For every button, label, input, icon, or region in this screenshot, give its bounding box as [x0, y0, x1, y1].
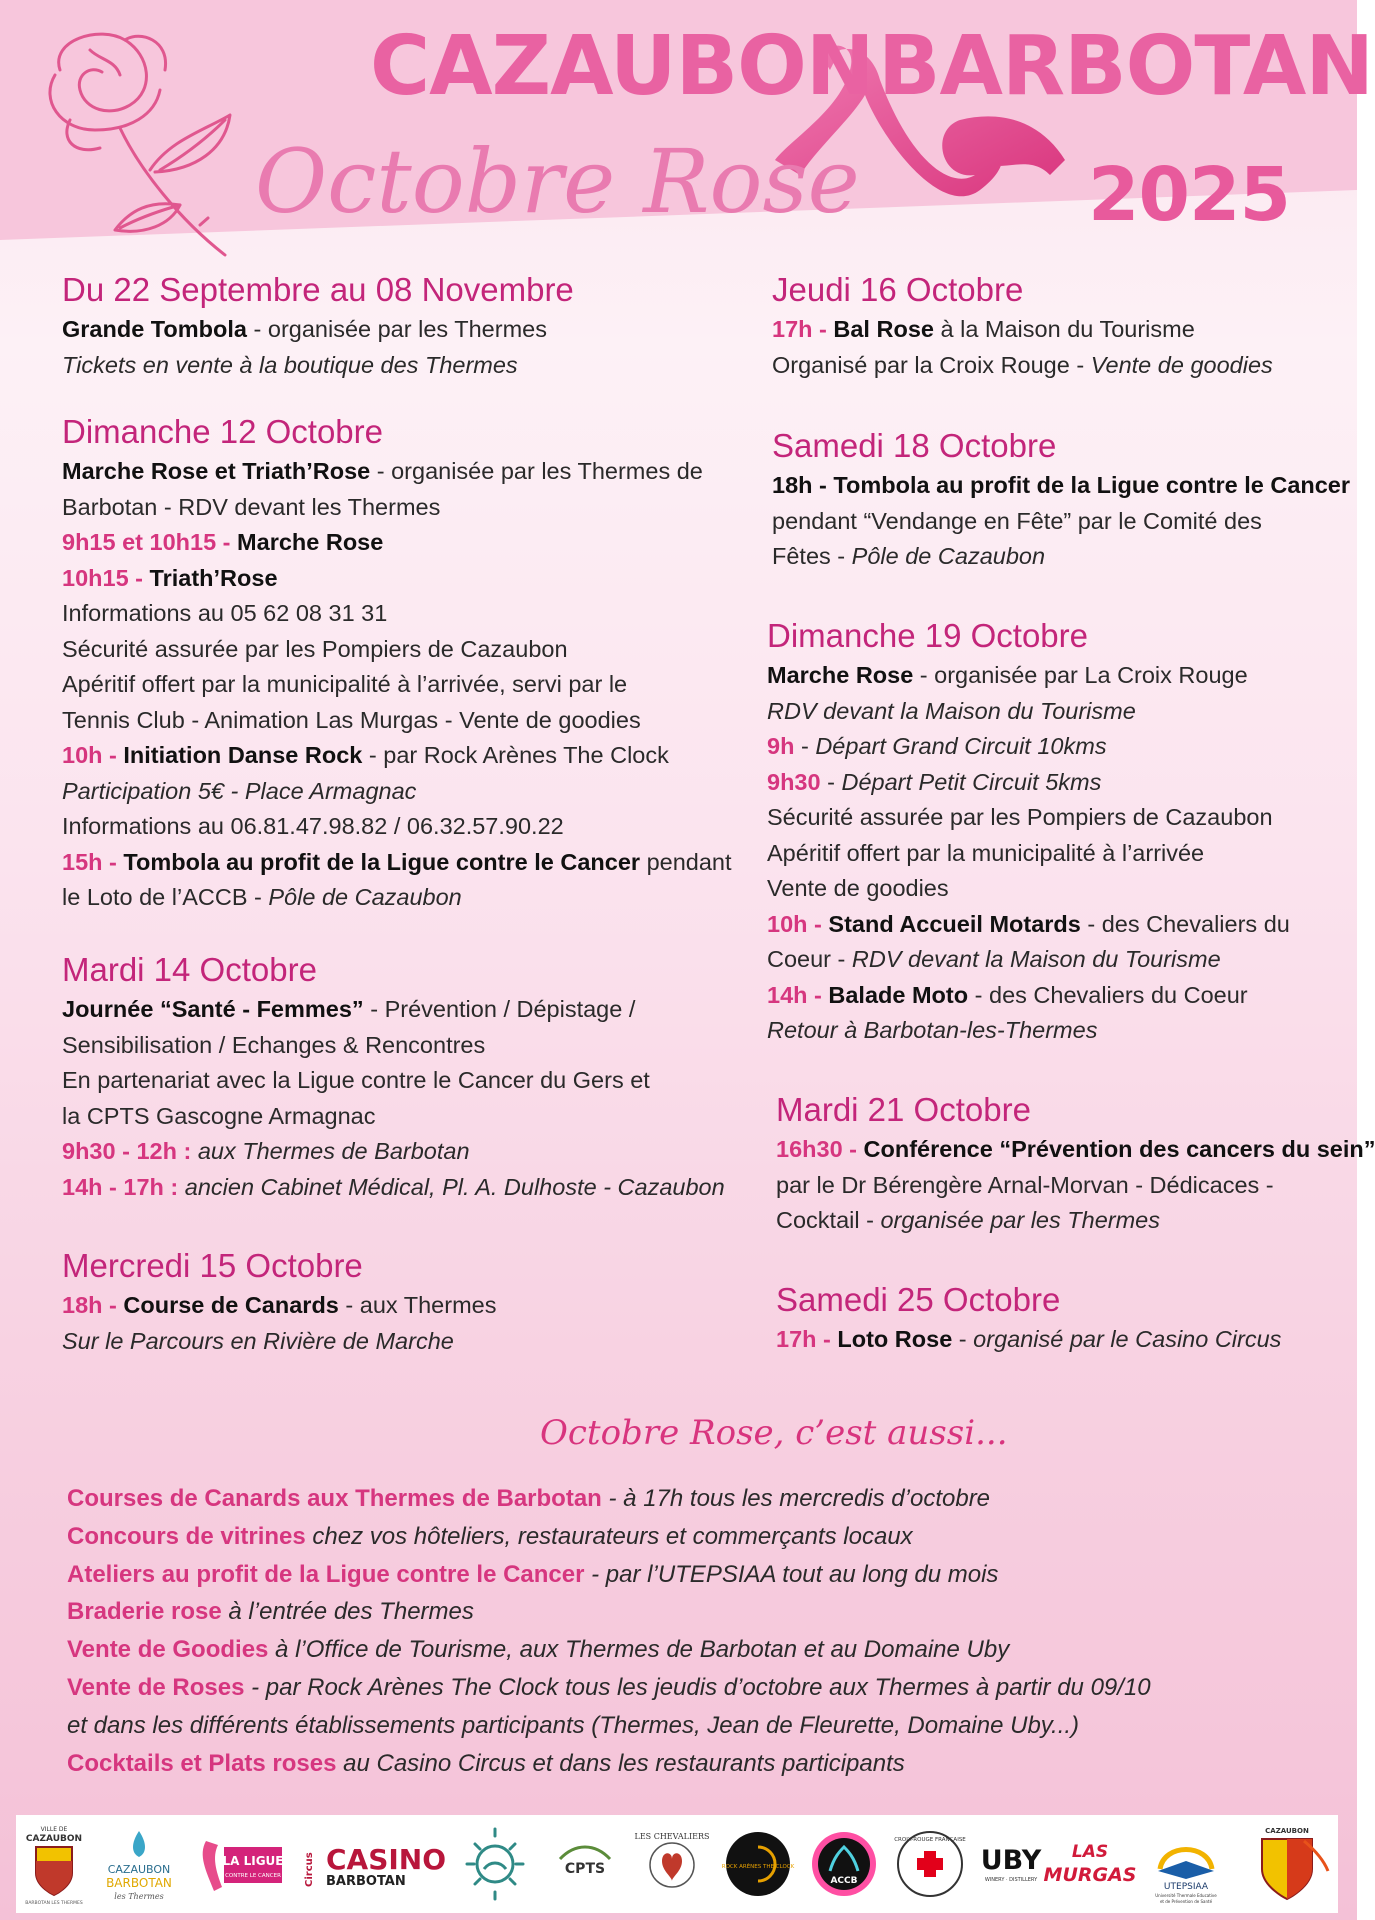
text-segment: - [794, 733, 816, 759]
text-segment: - organisée par les Thermes [246, 316, 547, 342]
text-segment: Tickets en vente à la boutique des Thermes [62, 351, 518, 378]
ligue-name: LA LIGUE [222, 1854, 284, 1868]
text-segment: 9h [767, 733, 795, 759]
text-segment: Tennis Club - Animation Las Murgas - Vente de goodies [62, 706, 641, 733]
text-line [767, 836, 1290, 872]
text-line [67, 1480, 1151, 1518]
text-line [767, 765, 1290, 801]
text-line [772, 504, 1350, 540]
text-segment: Conférence “Prévention des cancers du sein” [863, 1136, 1375, 1162]
event-date: Du 22 Septembre au 08 Novembre [62, 271, 574, 308]
text-line [62, 1134, 725, 1170]
text-line [767, 978, 1290, 1014]
text-segment: Bal Rose [833, 316, 934, 342]
text-segment: 9h30 [767, 768, 821, 795]
text-segment: - organisée par La Croix Rouge [913, 662, 1248, 688]
title-barbotan: BARBOTAN [878, 19, 1373, 114]
text-line [776, 1132, 1375, 1168]
ville-label: VILLE DE [40, 1826, 68, 1833]
text-line [67, 1518, 1151, 1556]
aussi-list [67, 1480, 1151, 1782]
text-segment: Marche Rose et Triath’Rose [62, 458, 371, 484]
text-line [62, 312, 574, 348]
text-line [776, 1203, 1375, 1239]
text-line [62, 490, 732, 526]
text-line [767, 800, 1290, 836]
utepsiaa-sub1: Université Thermale Educative [1155, 1893, 1217, 1898]
text-segment: Organisé par la Croix Rouge - [772, 351, 1091, 378]
text-segment: Informations au 06.81.47.98.82 / 06.32.57.90.22 [62, 813, 564, 839]
text-line [772, 348, 1273, 384]
text-line [767, 729, 1290, 765]
text-line [62, 809, 732, 845]
title-cazaubon: CAZAUBON [370, 19, 874, 114]
text-line [67, 1556, 1151, 1594]
text-segment: Tombola au profit de la Ligue contre le Cancer [123, 848, 641, 875]
event-date: Dimanche 19 Octobre [767, 617, 1088, 654]
text-segment: - par Rock Arènes The Clock [362, 742, 669, 768]
text-line [62, 703, 732, 739]
event-15-oct [62, 1246, 496, 1359]
casino-circus: Circus [304, 1852, 315, 1887]
text-line [62, 1099, 725, 1135]
text-segment: 18h - Tombola au profit de la Ligue contre le Cancer [772, 472, 1351, 498]
text-segment: Coeur - [767, 946, 852, 972]
text-segment: En partenariat avec la Ligue contre le Cancer du Gers et [62, 1067, 650, 1093]
text-segment: Informations au 05 62 08 31 31 [62, 600, 388, 626]
casino-barbotan-logo [302, 1821, 447, 1907]
event-19-oct [767, 616, 1290, 1049]
text-segment: la CPTS Gascogne Armagnac [62, 1102, 376, 1129]
text-line [62, 880, 732, 916]
text-line [767, 658, 1290, 694]
uby-sub: WINERY · DISTILLERY [984, 1877, 1038, 1883]
uby-name: UBY [980, 1845, 1042, 1876]
text-segment: 10h - [767, 910, 829, 937]
utepsiaa-sub2: et de Prévention de Santé [1159, 1899, 1213, 1904]
text-segment: Apéritif offert par la municipalité à l’arrivée [767, 839, 1205, 866]
chevaliers-name: LES CHEVALIERS [634, 1832, 710, 1841]
text-segment: à l’Office de Tourisme, aux Thermes de Barbotan et au Domaine Uby [268, 1636, 1010, 1664]
text-segment: par le Dr Bérengère Arnal-Morvan - Dédicaces - [776, 1171, 1274, 1198]
text-segment: Retour à Barbotan-les-Thermes [767, 1017, 1098, 1043]
event-date: Mardi 14 Octobre [62, 951, 317, 988]
text-segment: ancien Cabinet Médical, Pl. A. Dulhoste - Cazaubon [184, 1173, 725, 1200]
text-segment: Départ Petit Circuit 5kms [841, 768, 1102, 795]
text-segment: 10h - [62, 742, 124, 768]
text-line [776, 1168, 1375, 1204]
text-segment: 17h - [772, 316, 834, 342]
cazaubon-barbotan-logo [98, 1821, 180, 1907]
text-segment: 15h - [62, 848, 124, 875]
text-line [776, 1322, 1281, 1358]
event-16-oct [772, 270, 1273, 383]
text-segment: Cocktails et Plats roses [67, 1749, 337, 1777]
utepsiaa-logo [1138, 1821, 1234, 1907]
text-segment: - par l’UTEPSIAA tout au long du mois [584, 1560, 999, 1588]
text-segment: pendant [640, 848, 732, 875]
text-line [62, 525, 732, 561]
text-segment: 9h30 - 12h : [62, 1138, 198, 1164]
cpts-name: CPTS [564, 1861, 606, 1877]
accb-logo [806, 1821, 882, 1907]
text-segment: pendant “Vendange en Fête” par le Comité des [772, 507, 1262, 534]
text-segment: Vente de goodies [767, 875, 949, 901]
text-line [62, 454, 732, 490]
croix-rouge-logo [892, 1821, 968, 1907]
text-segment: le Loto de l’ACCB - [62, 884, 269, 910]
text-segment: - des Chevaliers du Coeur [968, 981, 1248, 1008]
text-segment: Départ Grand Circuit 10kms [815, 733, 1107, 759]
text-segment: RDV devant la Maison du Tourisme [851, 946, 1221, 972]
ligue-sub: CONTRE LE CANCER [225, 1873, 281, 1879]
chevaliers-coeur-logo [634, 1821, 710, 1907]
text-line [62, 348, 574, 384]
text-line [67, 1669, 1151, 1707]
text-segment: à l’entrée des Thermes [221, 1598, 474, 1626]
partner-logos [16, 1815, 1338, 1913]
event-12-oct [62, 412, 732, 916]
text-segment: Journée “Santé - Femmes” [62, 996, 364, 1022]
croix-name: CROIX-ROUGE FRANÇAISE [894, 1837, 966, 1843]
text-segment: 14h - [767, 981, 829, 1008]
text-line [62, 1170, 725, 1206]
murgas-line2: MURGAS [1043, 1864, 1137, 1886]
text-segment: Stand Accueil Motards [828, 910, 1081, 937]
text-line [67, 1593, 1151, 1631]
text-segment: Cocktail - [776, 1207, 881, 1233]
text-segment: Marche Rose [237, 529, 384, 555]
text-segment: et dans les différents établissements participants (Thermes, Jean de Fleurette, Domaine Uby...) [67, 1711, 1080, 1739]
aussi-title: Octobre Rose, c’est aussi... [540, 1413, 1008, 1453]
text-segment: Sensibilisation / Echanges & Rencontres [62, 1031, 486, 1058]
text-line [62, 632, 732, 668]
text-segment: organisé par le Casino Circus [973, 1326, 1282, 1352]
text-segment: Barbotan - RDV devant les Thermes [62, 493, 441, 520]
text-line [767, 1013, 1290, 1049]
text-segment: aux Thermes de Barbotan [197, 1138, 470, 1164]
event-14-oct [62, 950, 725, 1205]
text-line [67, 1631, 1151, 1669]
las-murgas-logo [1043, 1821, 1137, 1907]
cpts-logo [550, 1821, 620, 1907]
text-line [62, 1028, 725, 1064]
text-segment: Triath’Rose [149, 564, 278, 591]
text-segment: 9h15 et 10h15 - [62, 529, 238, 555]
event-date: Jeudi 16 Octobre [772, 271, 1024, 308]
cazaubon-crest-logo [1244, 1821, 1330, 1907]
text-line [62, 845, 732, 881]
text-segment: Course de Canards [123, 1292, 339, 1318]
text-line [767, 907, 1290, 943]
text-segment: Sécurité assurée par les Pompiers de Cazaubon [62, 635, 568, 662]
text-segment: - [952, 1326, 974, 1352]
event-22-sept [62, 270, 574, 383]
text-line [767, 694, 1290, 730]
murgas-line1: LAS [1071, 1842, 1109, 1862]
text-segment: Fêtes - [772, 543, 852, 569]
text-segment: à la Maison du Tourisme [933, 316, 1195, 342]
text-line [62, 738, 732, 774]
ville-name: CAZAUBON [25, 1834, 83, 1844]
event-date: Dimanche 12 Octobre [62, 413, 383, 450]
text-segment: Apéritif offert par la municipalité à l’arrivée, servi par le [62, 671, 628, 697]
text-line [767, 871, 1290, 907]
text-segment: chez vos hôteliers, restaurateurs et commerçants locaux [305, 1522, 913, 1550]
event-date: Samedi 18 Octobre [772, 427, 1057, 464]
text-segment: - Prévention / Dépistage / [363, 996, 636, 1022]
text-segment: Ateliers au profit de la Ligue contre le Cancer [67, 1560, 585, 1588]
text-segment: RDV devant la Maison du Tourisme [767, 697, 1136, 724]
year: 2025 [1088, 152, 1290, 238]
text-segment: - à 17h tous les mercredis d’octobre [601, 1485, 991, 1512]
text-segment: Grande Tombola [62, 316, 247, 342]
text-segment: Balade Moto [828, 981, 969, 1008]
text-segment: 10h15 - [62, 564, 150, 591]
text-line [62, 1063, 725, 1099]
text-segment: Braderie rose [67, 1598, 222, 1626]
text-segment: - aux Thermes [338, 1292, 497, 1318]
uby-logo [976, 1821, 1046, 1907]
subtitle-octobre-rose: Octobre Rose [255, 130, 860, 233]
event-21-oct [776, 1090, 1375, 1239]
rose-icon [30, 20, 250, 260]
text-segment: 14h - 17h : [62, 1173, 185, 1200]
ville-cazaubon-logo [22, 1821, 86, 1907]
text-line [62, 774, 732, 810]
text-line [62, 992, 725, 1028]
ligue-contre-cancer-logo [192, 1821, 286, 1907]
text-segment: Pôle de Cazaubon [851, 543, 1046, 569]
text-line [772, 312, 1273, 348]
text-segment: Initiation Danse Rock [123, 742, 363, 768]
utepsiaa-name: UTEPSIAA [1163, 1882, 1209, 1892]
event-date: Samedi 25 Octobre [776, 1281, 1061, 1318]
text-segment: 18h - [62, 1292, 124, 1318]
ville-sub: BARBOTAN LES THERMES [25, 1901, 83, 1906]
text-segment: - organisée par les Thermes de [370, 458, 703, 484]
crest-name: CAZAUBON [1265, 1827, 1309, 1835]
text-segment: 16h30 - [776, 1136, 864, 1162]
text-segment: - des Chevaliers du [1080, 910, 1290, 937]
rock-name: ROCK ARÈNES THE CLOCK [721, 1864, 795, 1870]
text-segment: Vente de goodies [1090, 351, 1273, 378]
casino-place: BARBOTAN [326, 1874, 406, 1889]
rock-arenes-logo [720, 1821, 796, 1907]
text-segment: au Casino Circus et dans les restaurants participants [336, 1749, 905, 1777]
text-line [62, 561, 732, 597]
text-segment: Concours de vitrines [67, 1522, 306, 1550]
text-segment: Sécurité assurée par les Pompiers de Cazaubon [767, 804, 1273, 830]
event-date: Mercredi 15 Octobre [62, 1247, 363, 1284]
text-line [67, 1707, 1151, 1745]
text-line [772, 539, 1350, 575]
text-segment: - [820, 768, 842, 795]
text-segment: Vente de Roses [67, 1673, 245, 1701]
event-25-oct [776, 1280, 1281, 1358]
text-line [62, 1288, 496, 1324]
casino-name: CASINO [326, 1843, 447, 1876]
text-segment: Participation 5€ - Place Armagnac [62, 777, 417, 804]
text-line [62, 667, 732, 703]
text-line [67, 1745, 1151, 1783]
text-line [62, 1324, 496, 1360]
cb-line2: BARBOTAN [106, 1876, 172, 1890]
sun-logo [460, 1821, 530, 1907]
text-segment: Marche Rose [767, 662, 914, 688]
accb-name: ACCB [830, 1876, 858, 1886]
text-segment: Pôle de Cazaubon [268, 884, 462, 910]
text-line [62, 596, 732, 632]
cb-line3: les Thermes [114, 1892, 164, 1901]
text-segment: - par Rock Arènes The Clock tous les jeudis d’octobre aux Thermes à partir du 09/10 [244, 1673, 1151, 1701]
text-segment: organisée par les Thermes [880, 1207, 1160, 1233]
event-18-oct [772, 426, 1350, 575]
text-segment: Courses de Canards aux Thermes de Barbotan [67, 1485, 602, 1512]
text-segment: Sur le Parcours en Rivière de Marche [62, 1327, 454, 1354]
text-line [772, 468, 1350, 504]
event-date: Mardi 21 Octobre [776, 1091, 1031, 1128]
text-segment: Vente de Goodies [67, 1636, 269, 1664]
cb-line1: CAZAUBON [107, 1863, 171, 1876]
text-segment: Loto Rose [837, 1326, 953, 1352]
text-line [767, 942, 1290, 978]
text-segment: 17h - [776, 1326, 838, 1352]
